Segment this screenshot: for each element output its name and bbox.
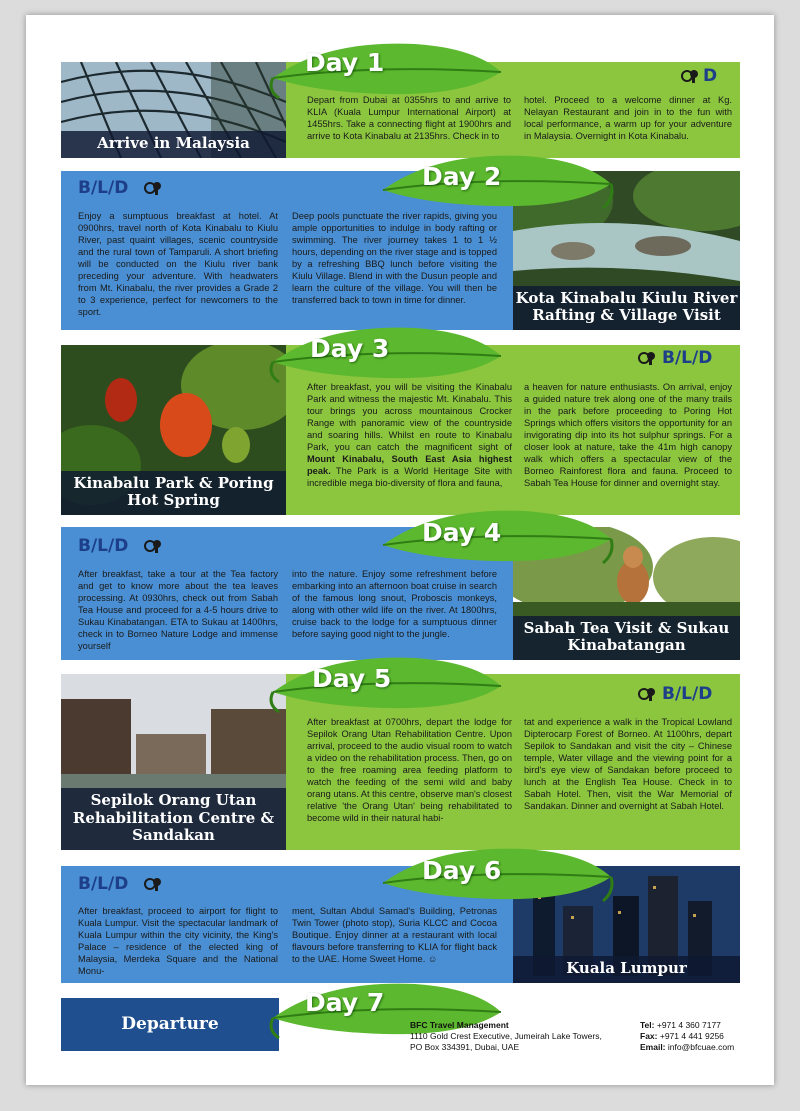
day6-title: Kuala Lumpur [513,956,740,983]
day4-meals: B/L/D [78,536,129,556]
utensils-icon [143,876,163,892]
fax-label: Fax: [640,1031,658,1041]
day3-meals: B/L/D [662,348,713,368]
day2-text-col2: Deep pools punctuate the river rapids, giving you ample opportunities to indulge in body rafting or swimming. The river journey takes 1 to 1 ½ hours, depending on the river stage and is topped by a refreshing BBQ lunch before visiting the Kiulu Village. Blend in with the Dusun people and learn the culture of the village. You will then be transferred back to town in time for dinner. [292,211,497,305]
day5-meals: B/L/D [662,684,713,704]
day4-title: Sabah Tea Visit & Sukau Kinabatangan [513,616,740,661]
day1-title: Arrive in Malaysia [61,131,286,158]
day6-text-col2: ment, Sultan Abdul Samad's Building, Petronas Twin Tower (photo stop), Suria KLCC and Cocoa Boutique. Enjoy dinner at a restaurant with local flavours before transferring to KLIA for flight back to the UAE. Home Sweet Home. ☺ [292,906,497,964]
tel-label: Tel: [640,1020,655,1030]
address-line1: 1110 Gold Crest Executive, Jumeirah Lake Towers, [410,1031,602,1041]
day6-text-col1: After breakfast, proceed to airport for flight to Kuala Lumpur. Visit the spectacular landmark of Kuala Lumpur within the city vicinity, the King's Palace – residence of the elected king of Malaysia, Merdeka Square and the National Monu- [78,906,278,976]
day5-title: Sepilok Orang Utan Rehabilitation Centre & Sandakan [61,788,286,850]
day4-text-col1: After breakfast, take a tour at the Tea factory and get to know more about the tea leaves processing. At 0930hrs, check out from Sabah Tea House and proceed for a 4-5 hours drive to Sukau Kinabatangan. ETA to Sukau at 1400hrs, check in to Borneo Nature Lodge and immense yourself [78,569,278,651]
day1-label: Day 1 [305,48,385,77]
day6-meals: B/L/D [78,874,129,894]
day1-leaf-icon [265,38,505,100]
day7-title: Departure [61,998,279,1051]
fax-value: +971 4 441 9256 [659,1031,724,1041]
address-line2: PO Box 334391, Dubai, UAE [410,1042,520,1052]
day3-highlight: Mount Kinabalu, South East Asia highest peak. [307,454,512,476]
utensils-icon [680,68,700,84]
day1-text-col2: hotel. Proceed to a welcome dinner at Kg. Nelayan Restaurant and join in to the fun with local performance, a warm up for your adventure in Malaysia. Overnight in Kota Kinabalu. [524,95,732,141]
day2-label: Day 2 [422,162,502,191]
utensils-icon [143,180,163,196]
day5-text-col2: tat and experience a walk in the Tropical Lowland Dipterocarp Forest of Borneo. At 1100hrs, depart Sepilok to Sandakan and visit the city – Chinese temple, Water village and the viewing point for a bird's eye view of Sandakan before proceed to lunch at the English Tea House. Check in to Sabah Hotel. Then, visit the War Memorial of Sandakan. Dinner and overnight at Sabah Hotel. [524,717,732,811]
day5-label: Day 5 [312,664,392,693]
email-value[interactable]: info@bfcuae.com [667,1042,735,1052]
day4-text-col2: into the nature. Enjoy some refreshment before embarking into an afternoon boat cruise in search of the famous long snout, Proboscis monkeys, along with other wild life on the river. At 1800hrs, cruise back to the lodge for a sumptuous dinner before saying good night to the jungle. [292,569,497,639]
day3-text-col1 [307,381,512,489]
utensils-icon [637,350,657,366]
day3-title: Kinabalu Park & Poring Hot Spring [61,471,286,516]
day7-label: Day 7 [305,988,385,1017]
day2-text-col1: Enjoy a sumptuous breakfast at hotel. At 0900hrs, travel north of Kota Kinabalu to Kiulu River, past quaint villages, scenic countryside and the rural town of Tamparuli. A short briefing will be conducted on the Kiulu river bank preceding your adventure. With headwaters from Mt. Kinabalu, the river provides a Grade 2 to 3 experience, perfect for newcomers to the sport. [78,211,278,317]
day2-meals: B/L/D [78,178,129,198]
day1-photo [61,62,286,158]
day4-label: Day 4 [422,518,502,547]
day2-title: Kota Kinabalu Kiulu River Rafting & Village Visit [513,286,740,331]
day3-text-col1c: The Park is a World Heritage Site with incredible mega bio-diversity of flora and fauna, [307,466,512,488]
day5-photo [61,674,286,850]
footer-contact [640,1020,750,1053]
footer-company [410,1020,630,1053]
company-name: BFC Travel Management [410,1020,509,1030]
utensils-icon [143,538,163,554]
day1-meals: D [703,66,718,86]
day6-label: Day 6 [422,856,502,885]
email-label: Email: [640,1042,666,1052]
day1-text-col1: Depart from Dubai at 0355hrs to and arrive to KLIA (Kuala Lumpur International Airport) at 1455hrs. Take a connecting flight at 1900hrs and arrive to Kota Kinabalu at 2135hrs. Check in to [307,95,511,141]
day5-text-col1: After breakfast at 0700hrs, depart the lodge for Sepilok Orang Utan Rehabilitation Centre. Upon arrival, proceed to the audio visual room to watch a video on the rehabilitation process. Then, go on to the free roaming area feeding platform to watch the feeding of the semi wild and baby orang utans. At this centre, observe man's closest relative 'the Orang Utan' being rehabilitated to become wild in their natural habi- [307,717,512,823]
utensils-icon [637,686,657,702]
day3-label: Day 3 [310,334,390,363]
tel-value: +971 4 360 7177 [656,1020,721,1030]
day3-text-col2: a heaven for nature enthusiasts. On arrival, enjoy a guided nature trek along one of the many trails in the park before proceeding to Poring Hot Springs which offers visitors the opportunity for an invigorating dip into its hot sulphur springs. For a closer look at nature, take the 41m high canopy walk which offers a spectacular view of the Borneo Rainforest flora and fauna. Proceed to Sabah Tea House for dinner and overnight stay. [524,382,732,488]
day3-photo [61,345,286,515]
day3-text-col1a: After breakfast, you will be visiting the Kinabalu Park and witness the majestic Mt. Kinabalu. This tour brings you across mountainous Crocker Range with panoramic view of the countryside and soaring hills. Whilst en route to Kinabalu Park, you can catch the magnificent sight of [307,382,512,452]
